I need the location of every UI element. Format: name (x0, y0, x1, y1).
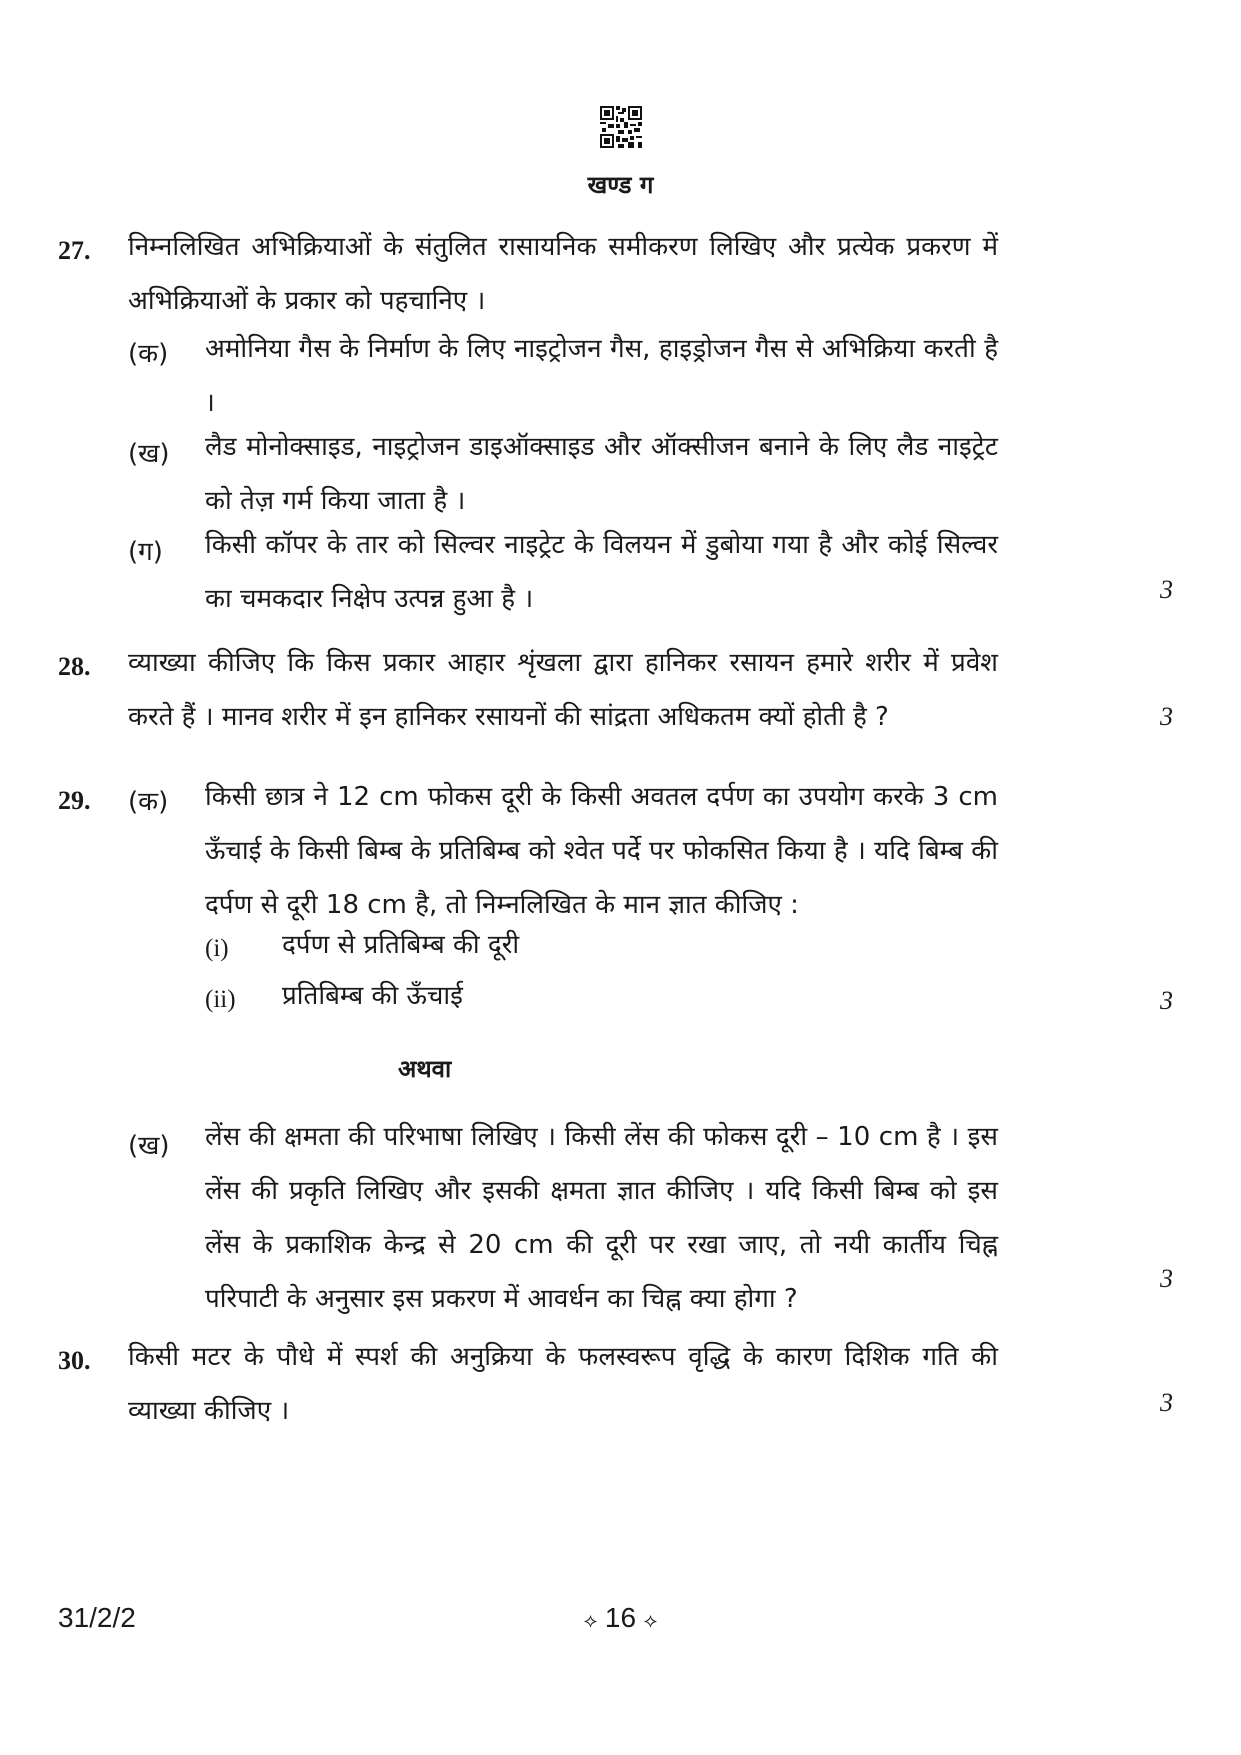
question-29-number: 29. (58, 786, 91, 815)
question-29-subpart-label: (ii) (205, 986, 236, 1013)
question-30-text: किसी मटर के पौधे में स्पर्श की अनुक्रिया के फलस्वरूप वृद्धि के कारण दिशिक गति की व्याख्या कीजिए । (128, 1342, 998, 1426)
question-29-subpart-label: (i) (205, 935, 229, 962)
question-27-part-label: (क) (128, 339, 169, 369)
question-27-stem: निम्नलिखित अभिक्रियाओं के संतुलित रासायनिक समीकरण लिखिए और प्रत्येक प्रकरण में अभिक्रियाओं के प्रकार को पहचानिए । (128, 232, 998, 316)
question-27-marks: 3 (1160, 575, 1173, 604)
question-29-part-a-text: किसी छात्र ने 12 cm फोकस दूरी के किसी अवतल दर्पण का उपयोग करके 3 cm ऊँचाई के किसी बिम्ब के प्रतिबिम्ब को श्वेत पर्दे पर फोकसित किया है । यदि बिम्ब की दर्पण से दूरी 18 cm है, तो निम्नलिखित के मान ज्ञात कीजिए : (205, 782, 998, 920)
question-27-part-text: लैड मोनोक्साइड, नाइट्रोजन डाइऑक्साइड और ऑक्सीजन बनाने के लिए लैड नाइट्रेट को तेज़ गर्म किया जाता है । (205, 432, 999, 516)
page-number: 16 (604, 1602, 637, 1633)
paper-code: 31/2/2 (58, 1602, 136, 1633)
question-27-part-text: किसी कॉपर के तार को सिल्वर नाइट्रेट के विलयन में डुबोया गया है और कोई सिल्वर का चमकदार निक्षेप उत्पन्न हुआ है । (205, 530, 998, 614)
section-title: खण्ड ग (587, 171, 654, 199)
question-29-marks-a: 3 (1160, 986, 1173, 1015)
question-29-subpart-text: प्रतिबिम्ब की ऊँचाई (282, 981, 463, 1011)
question-29-part-b-text: लेंस की क्षमता की परिभाषा लिखिए । किसी लेंस की फोकस दूरी – 10 cm है । इस लेंस की प्रकृति लिखिए और इसकी क्षमता ज्ञात कीजिए । यदि किसी बिम्ब को इस लेंस के प्रकाशिक केन्द्र से 20 cm की दूरी पर रखा जाए, तो नयी कार्तीय चिह्न परिपाटी के अनुसार इस प्रकरण में आवर्धन का चिह्न क्या होगा ? (205, 1122, 998, 1314)
ornament-right-icon: ⟡ (643, 1610, 658, 1632)
question-29-marks-b: 3 (1160, 1264, 1173, 1293)
question-27-part-label: (ख) (128, 439, 170, 469)
question-30-number: 30. (58, 1346, 91, 1375)
question-27-number: 27. (58, 236, 91, 265)
question-28-number: 28. (58, 652, 91, 681)
ornament-left-icon: ⟡ (583, 1610, 598, 1632)
or-label: अथवा (398, 1055, 452, 1083)
question-29-part-b-label: (ख) (128, 1131, 170, 1161)
question-27-part-text: अमोनिया गैस के निर्माण के लिए नाइट्रोजन गैस, हाइड्रोजन गैस से अभिक्रिया करती है । (205, 334, 998, 418)
question-30-marks: 3 (1160, 1388, 1173, 1417)
page-number-block (0, 1602, 1241, 1634)
question-28-text: व्याख्या कीजिए कि किस प्रकार आहार शृंखला द्वारा हानिकर रसायन हमारे शरीर में प्रवेश करते हैं । मानव शरीर में इन हानिकर रसायनों की सांद्रता अधिकतम क्यों होती है ? (128, 648, 998, 732)
question-29-part-a-label: (क) (128, 787, 169, 817)
question-27-part-label: (ग) (128, 537, 163, 567)
question-28-marks: 3 (1160, 702, 1173, 731)
qr-code-icon (600, 106, 642, 148)
question-29-subpart-text: दर्पण से प्रतिबिम्ब की दूरी (282, 930, 520, 960)
